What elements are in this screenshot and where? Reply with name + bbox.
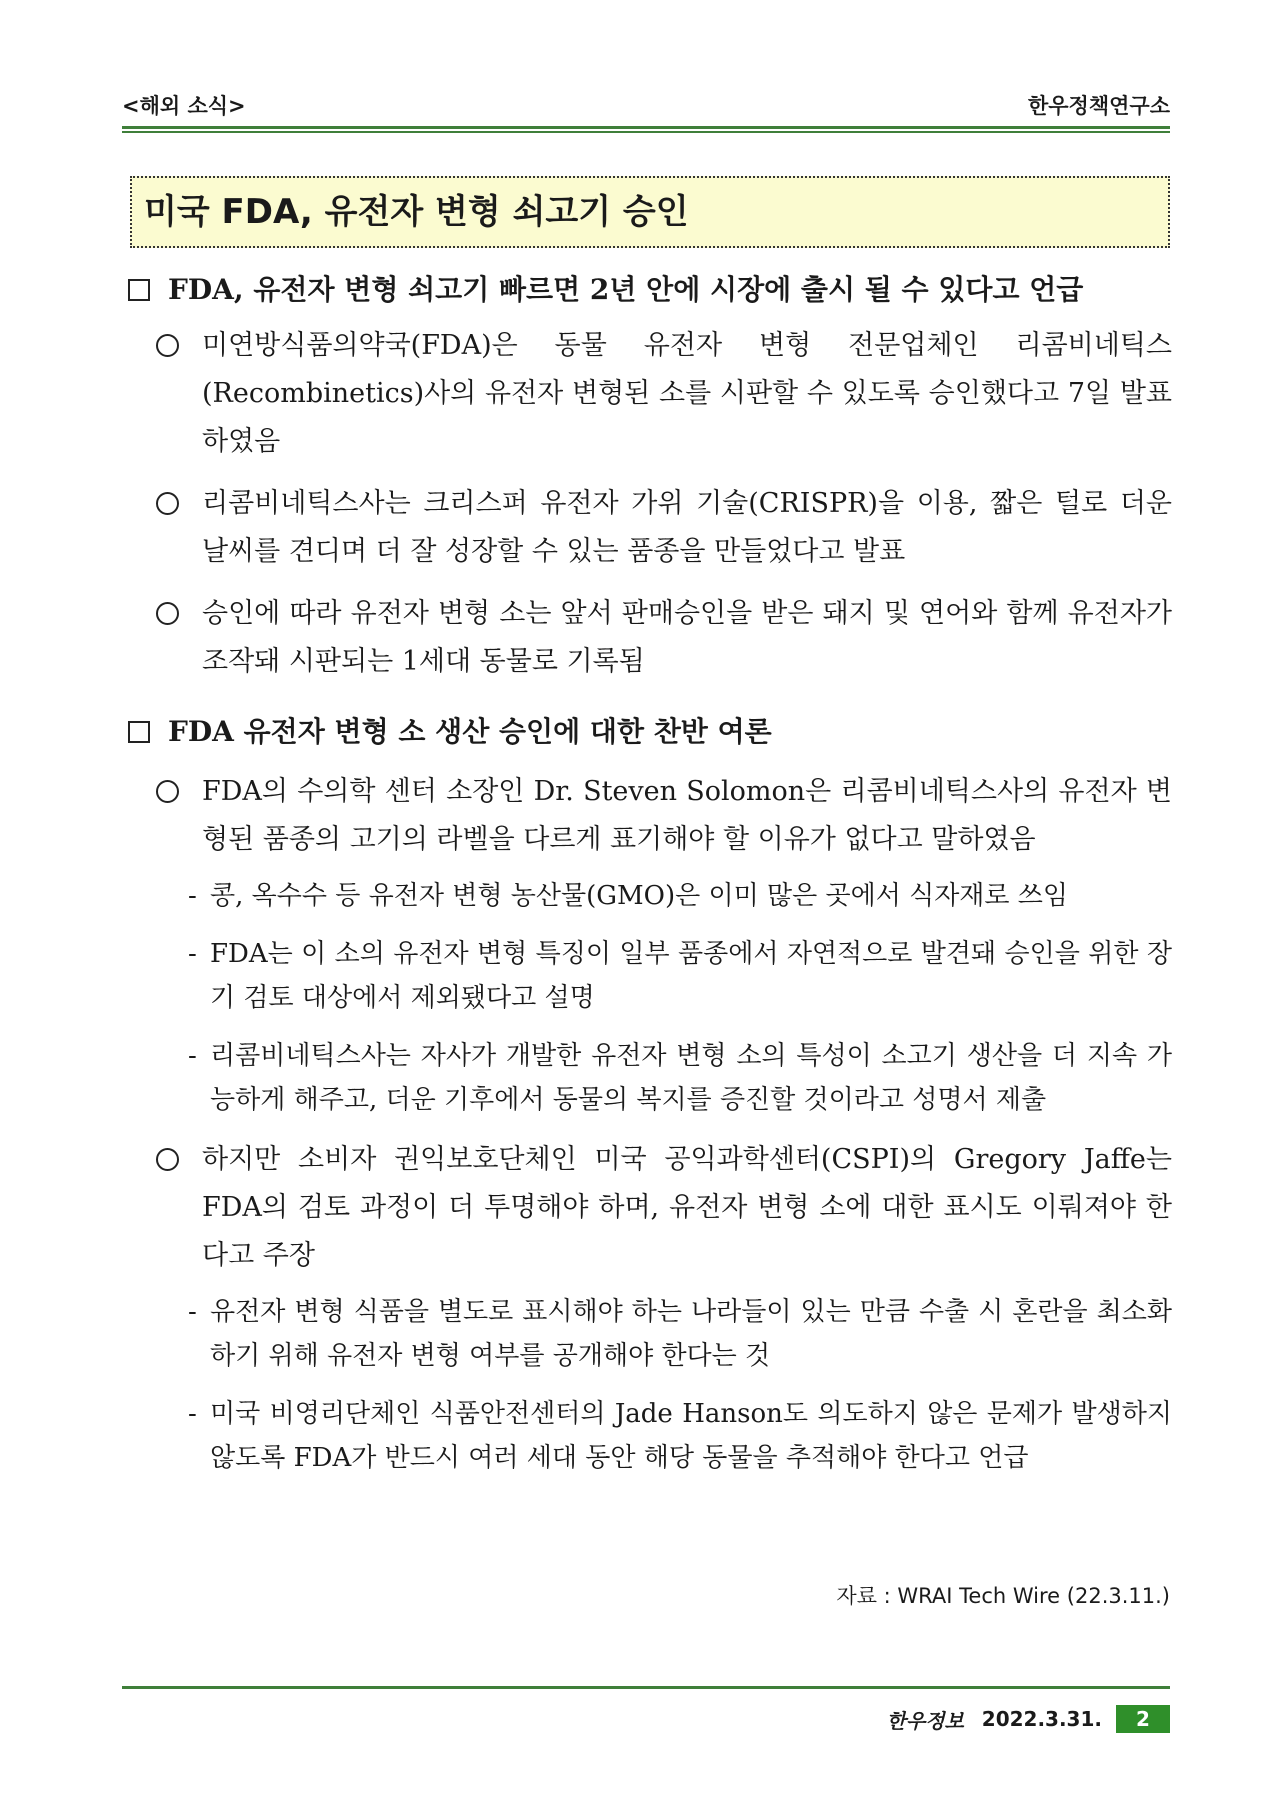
dash-text: 미국 비영리단체인 식품안전센터의 Jade Hanson도 의도하지 않은 문제가 발생하지 않도록 FDA가 반드시 여러 세대 동안 해당 동물을 추적해야 한다고 언급 [210,1399,1172,1473]
bullet-text: 미연방식품의약국(FDA)은 동물 유전자 변형 전문업체인 리콤비네틱스(Recombinetics)사의 유전자 변형된 소를 시판할 수 있도록 승인했다고 7일 발표하였음 [202,330,1172,457]
dash-bullet-icon: - [188,881,197,911]
dash-item [122,1034,1172,1122]
dash-text: 콩, 옥수수 등 유전자 변형 농산물(GMO)은 이미 많은 곳에서 식자재로 쓰임 [210,881,1069,911]
section-heading-text: FDA, 유전자 변형 쇠고기 빠르면 2년 안에 시장에 출시 될 수 있다고 언급 [168,273,1084,306]
page-number: 2 [1116,1705,1170,1733]
circle-bullet-icon [156,334,179,357]
bullet-item [122,1136,1172,1280]
circle-bullet-icon [156,1148,179,1171]
circle-bullet-icon [156,492,179,515]
footer-date: 2022.3.31. [981,1707,1102,1731]
square-bullet-icon [128,721,150,743]
bullet-item [122,322,1172,466]
dash-item [122,874,1172,918]
section-heading [122,268,1172,312]
dash-text: FDA는 이 소의 유전자 변형 특징이 일부 품종에서 자연적으로 발견돼 승인을 위한 장기 검토 대상에서 제외됐다고 설명 [210,939,1172,1013]
dash-bullet-icon: - [188,1041,197,1071]
header-category: <해외 소식> [122,94,246,118]
bullet-item [122,480,1172,576]
bullet-item [122,590,1172,686]
circle-bullet-icon [156,602,179,625]
circle-bullet-icon [156,780,179,803]
header-rule [122,126,1170,133]
bullet-item [122,768,1172,864]
bullet-text: 승인에 따라 유전자 변형 소는 앞서 판매승인을 받은 돼지 및 연어와 함께 유전자가 조작돼 시판되는 1세대 동물로 기록됨 [202,598,1172,677]
bullet-text: 리콤비네틱스사는 크리스퍼 유전자 가위 기술(CRISPR)을 이용, 짧은 털로 더운 날씨를 견디며 더 잘 성장할 수 있는 품종을 만들었다고 발표 [202,488,1172,567]
page-footer [887,1704,1171,1734]
dash-text: 리콤비네틱스사는 자사가 개발한 유전자 변형 소의 특성이 소고기 생산을 더 지속 가능하게 해주고, 더운 기후에서 동물의 복지를 증진할 것이라고 성명서 제출 [210,1041,1172,1115]
source-citation: 자료 : WRAI Tech Wire (22.3.11.) [836,1584,1170,1608]
dash-bullet-icon: - [188,1297,197,1327]
bullet-text: 하지만 소비자 권익보호단체인 미국 공익과학센터(CSPI)의 Gregory Jaffe는 FDA의 검토 과정이 더 투명해야 하며, 유전자 변형 소에 대한 표시도 이뤄져야 한다고 주장 [202,1144,1172,1271]
dash-text: 유전자 변형 식품을 별도로 표시해야 하는 나라들이 있는 만큼 수출 시 혼란을 최소화하기 위해 유전자 변형 여부를 공개해야 한다는 것 [210,1297,1172,1371]
dash-item [122,932,1172,1020]
page-header [122,88,1170,122]
square-bullet-icon [128,279,150,301]
dash-item [122,1392,1172,1480]
section-heading [122,710,1172,754]
article-title: 미국 FDA, 유전자 변형 쇠고기 승인 [130,176,1170,248]
article-body [122,268,1172,1494]
dash-bullet-icon: - [188,1399,197,1429]
header-org: 한우정책연구소 [1027,94,1170,118]
footer-rule [122,1686,1170,1689]
footer-publication: 한우정보 [886,1708,964,1733]
dash-bullet-icon: - [188,939,197,969]
section-heading-text: FDA 유전자 변형 소 생산 승인에 대한 찬반 여론 [168,715,772,748]
bullet-text: FDA의 수의학 센터 소장인 Dr. Steven Solomon은 리콤비네틱스사의 유전자 변형된 품종의 고기의 라벨을 다르게 표기해야 할 이유가 없다고 말하였음 [202,776,1172,855]
dash-item [122,1290,1172,1378]
